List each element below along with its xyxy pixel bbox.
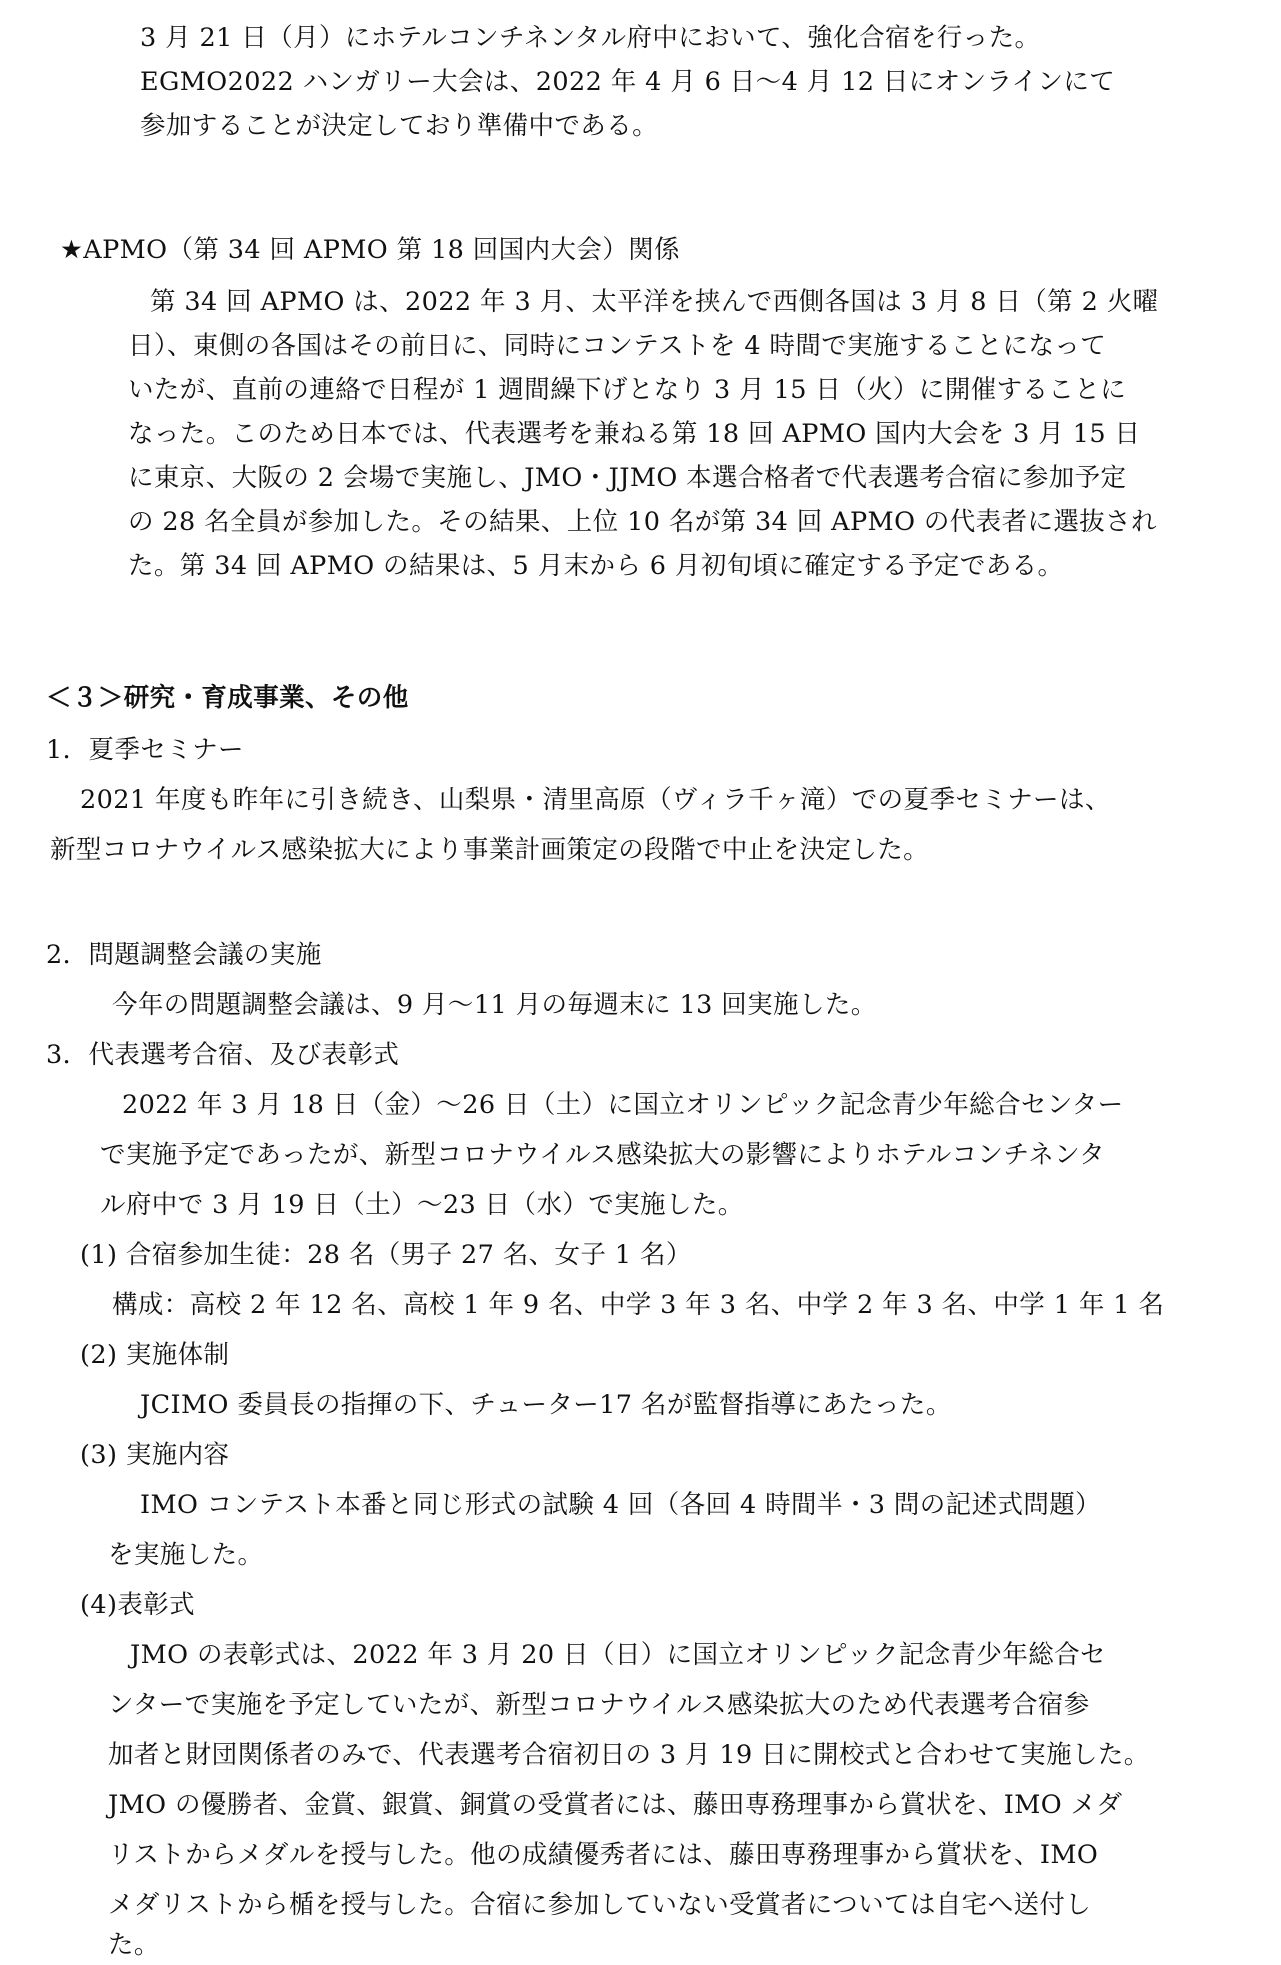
apmo-line-6: の 28 名全員が参加した。その結果、上位 10 名が第 34 回 APMO の代表者に選抜され	[128, 507, 1157, 537]
sub-4-line-7: た。	[108, 1930, 160, 1960]
sub-3-title: (3) 実施内容	[80, 1440, 230, 1470]
sub-4-line-1: JMO の表彰式は、2022 年 3 月 20 日（日）に国立オリンピック記念青少年総合セ	[130, 1640, 1106, 1670]
apmo-line-4: なった。このため日本では、代表選考を兼ねる第 18 回 APMO 国内大会を 3 月 15 日	[128, 419, 1141, 449]
sub-2-title: (2) 実施体制	[80, 1340, 230, 1370]
item-3-title: 3．代表選考合宿、及び表彰式	[46, 1040, 400, 1070]
intro-line-2: EGMO2022 ハンガリー大会は、2022 年 4 月 6 日〜4 月 12 日にオンラインにて	[140, 67, 1116, 97]
item-2-line-1: 今年の問題調整会議は、9 月〜11 月の毎週末に 13 回実施した。	[112, 990, 877, 1020]
sub-1-line: 構成：高校 2 年 12 名、高校 1 年 9 名、中学 3 年 3 名、中学 2 年 3 名、中学 1 年 1 名	[112, 1290, 1165, 1320]
sub-2-line: JCIMO 委員長の指揮の下、チューター17 名が監督指導にあたった。	[140, 1390, 952, 1420]
sub-4-line-2: ンターで実施を予定していたが、新型コロナウイルス感染拡大のため代表選考合宿参	[108, 1690, 1090, 1720]
sub-4-title: (4)表彰式	[80, 1590, 196, 1620]
sub-4-line-4: JMO の優勝者、金賞、銀賞、銅賞の受賞者には、藤田専務理事から賞状を、IMO メダ	[108, 1790, 1123, 1820]
sub-1-title: (1) 合宿参加生徒：28 名（男子 27 名、女子 1 名）	[80, 1240, 692, 1270]
item-3-line-3: ル府中で 3 月 19 日（土）〜23 日（水）で実施した。	[100, 1190, 744, 1220]
sub-4-line-5: リストからメダルを授与した。他の成績優秀者には、藤田専務理事から賞状を、IMO	[108, 1840, 1099, 1870]
apmo-line-3: いたが、直前の連絡で日程が 1 週間繰下げとなり 3 月 15 日（火）に開催することに	[128, 375, 1127, 405]
apmo-heading: ★APMO（第 34 回 APMO 第 18 回国内大会）関係	[60, 235, 680, 265]
apmo-line-5: に東京、大阪の 2 会場で実施し、JMO・JJMO 本選合格者で代表選考合宿に参加予定	[128, 463, 1127, 493]
apmo-line-7: た。第 34 回 APMO の結果は、5 月末から 6 月初旬頃に確定する予定である。	[128, 551, 1064, 581]
item-1-title: 1．夏季セミナー	[46, 735, 244, 765]
sub-3-line-2: を実施した。	[108, 1540, 264, 1570]
apmo-line-1: 第 34 回 APMO は、2022 年 3 月、太平洋を挟んで西側各国は 3 月 8 日（第 2 火曜	[150, 287, 1159, 317]
item-1-line-1: 2021 年度も昨年に引き続き、山梨県・清里高原（ヴィラ千ヶ滝）での夏季セミナーは、	[80, 785, 1111, 815]
item-3-line-1: 2022 年 3 月 18 日（金）〜26 日（土）に国立オリンピック記念青少年総合センター	[122, 1090, 1124, 1120]
sub-4-line-3: 加者と財団関係者のみで、代表選考合宿初日の 3 月 19 日に開校式と合わせて実施した。	[108, 1740, 1150, 1770]
intro-line-3: 参加することが決定しており準備中である。	[140, 111, 659, 141]
sub-4-line-6: メダリストから楯を授与した。合宿に参加していない受賞者については自宅へ送付し	[108, 1890, 1092, 1920]
item-1-line-2: 新型コロナウイルス感染拡大により事業計画策定の段階で中止を決定した。	[50, 835, 930, 865]
apmo-line-2: 日）、東側の各国はその前日に、同時にコンテストを 4 時間で実施することになって	[128, 331, 1107, 361]
item-3-line-2: で実施予定であったが、新型コロナウイルス感染拡大の影響によりホテルコンチネンタ	[100, 1140, 1106, 1170]
item-2-title: 2．問題調整会議の実施	[46, 940, 322, 970]
sub-3-line-1: IMO コンテスト本番と同じ形式の試験 4 回（各回 4 時間半・3 問の記述式問題）	[140, 1490, 1102, 1520]
section-3-heading: ＜３＞研究・育成事業、その他	[46, 683, 409, 713]
intro-line-1: 3 月 21 日（月）にホテルコンチネンタル府中において、強化合宿を行った。	[140, 23, 1041, 53]
